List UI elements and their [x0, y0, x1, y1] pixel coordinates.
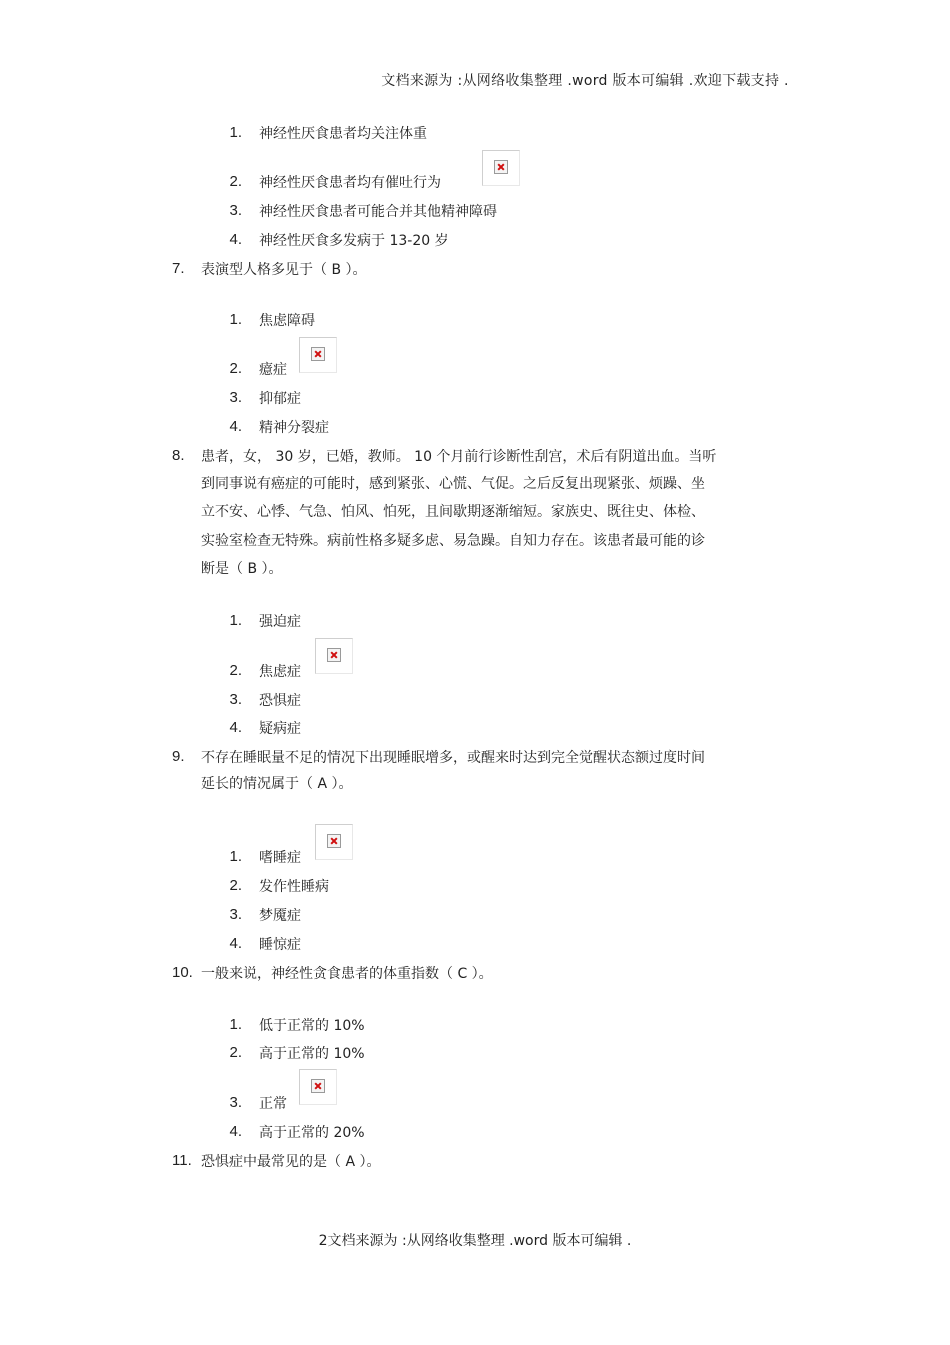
option-text: 神经性厌食患者可能合并其他精神障碍 — [259, 204, 497, 220]
question-number: 9. — [172, 748, 185, 765]
option-text: 癔症 — [259, 362, 287, 378]
question-number: 8. — [172, 447, 185, 464]
option-number: 4. — [229, 719, 242, 736]
question-text-line: 患者，女， 30 岁，已婚，教师。 10 个月前行诊断性刮宫，术后有阴道出血。当听 — [201, 449, 717, 465]
question-text: 表演型人格多见于（ B ）。 — [201, 262, 367, 278]
option-number: 4. — [229, 935, 242, 952]
question-text: 一般来说，神经性贪食患者的体重指数（ C ）。 — [201, 966, 493, 982]
option-number: 4. — [229, 1123, 242, 1140]
question-text-line: 断是（ B ）。 — [201, 561, 283, 577]
question-number: 10. — [172, 964, 193, 981]
question-text-line: 实验室检查无特殊。病前性格多疑多虑、易急躁。自知力存在。该患者最可能的诊 — [201, 533, 705, 549]
broken-image-icon — [299, 337, 337, 373]
option-number: 3. — [229, 1094, 242, 1111]
option-text: 嗜睡症 — [259, 850, 301, 866]
option-number: 1. — [229, 1016, 242, 1033]
option-text: 神经性厌食多发病于 13-20 岁 — [259, 233, 449, 249]
option-text: 正常 — [259, 1096, 287, 1112]
option-text: 疑病症 — [259, 721, 301, 737]
option-number: 2. — [229, 662, 242, 679]
question-text-line: 延长的情况属于（ A ）。 — [201, 776, 353, 792]
page-header — [0, 70, 950, 90]
broken-image-icon — [482, 150, 520, 186]
page-footer — [0, 1230, 950, 1250]
option-number: 4. — [229, 231, 242, 248]
question-text-line: 不存在睡眠量不足的情况下出现睡眠增多，或醒来时达到完全觉醒状态额过度时间 — [201, 750, 705, 766]
page-header-text: 文档来源为 :从网络收集整理 .word 版本可编辑 .欢迎下载支持 . — [381, 73, 789, 89]
option-text: 焦虑障碍 — [259, 313, 315, 329]
option-number: 2. — [229, 877, 242, 894]
option-number: 3. — [229, 691, 242, 708]
option-number: 1. — [229, 124, 242, 141]
question-text-line: 到同事说有癌症的可能时，感到紧张、心慌、气促。之后反复出现紧张、烦躁、坐 — [201, 476, 705, 492]
option-text: 发作性睡病 — [259, 879, 329, 895]
broken-image-icon — [299, 1069, 337, 1105]
question-number: 11. — [172, 1152, 192, 1169]
option-number: 2. — [229, 360, 242, 377]
option-text: 高于正常的 10% — [259, 1046, 365, 1062]
option-number: 3. — [229, 906, 242, 923]
question-text: 恐惧症中最常见的是（ A ）。 — [201, 1154, 381, 1170]
option-number: 2. — [229, 1044, 242, 1061]
option-text: 焦虑症 — [259, 664, 301, 680]
page-footer-text: 2文档来源为 :从网络收集整理 .word 版本可编辑 . — [318, 1233, 632, 1249]
option-number: 4. — [229, 418, 242, 435]
option-text: 神经性厌食患者均有催吐行为 — [259, 175, 441, 191]
option-text: 精神分裂症 — [259, 420, 329, 436]
option-text: 神经性厌食患者均关注体重 — [259, 126, 427, 142]
option-text: 恐惧症 — [259, 693, 301, 709]
option-text: 睡惊症 — [259, 937, 301, 953]
option-text: 抑郁症 — [259, 391, 301, 407]
option-text: 高于正常的 20% — [259, 1125, 365, 1141]
broken-image-icon — [315, 638, 353, 674]
option-number: 1. — [229, 311, 242, 328]
option-text: 强迫症 — [259, 614, 301, 630]
option-number: 3. — [229, 389, 242, 406]
option-number: 1. — [229, 848, 242, 865]
option-text: 梦魇症 — [259, 908, 301, 924]
question-text-line: 立不安、心悸、气急、怕风、怕死，且间歇期逐渐缩短。家族史、既往史、体检、 — [201, 504, 705, 520]
question-number: 7. — [172, 260, 185, 277]
option-number: 1. — [229, 612, 242, 629]
option-number: 2. — [229, 173, 242, 190]
broken-image-icon — [315, 824, 353, 860]
option-text: 低于正常的 10% — [259, 1018, 365, 1034]
option-number: 3. — [229, 202, 242, 219]
